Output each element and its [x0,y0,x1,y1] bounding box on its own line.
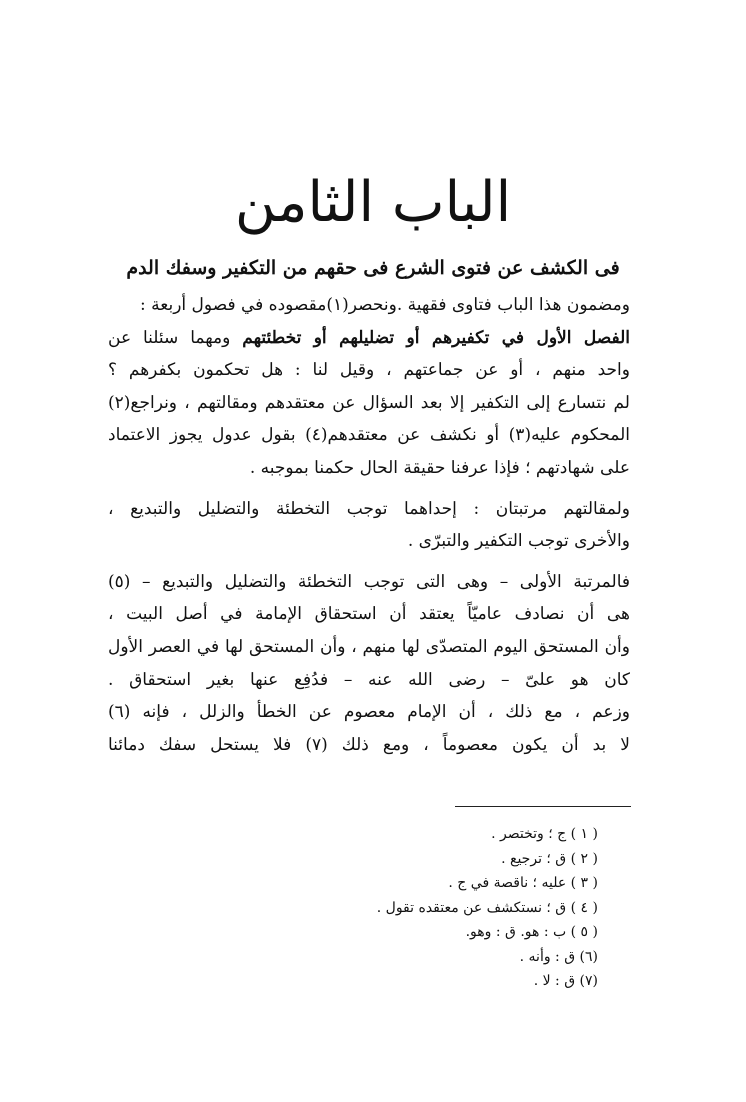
text-line: لم نتسارع إلى التكفير إلا بعد السؤال عن معتقدهم ومقالتهم ، ونراجع(٢) [108,392,630,413]
text-line: وزعم ، مع ذلك ، أن الإمام معصوم عن الخطأ والزلل ، فإنه (٦) [108,702,630,723]
footnote: ( ٣ ) عليه ؛ ناقصة في ج . [448,875,598,891]
footnote-divider [455,806,631,807]
text-line: والأخرى توجب التكفير والتبرّى . [407,531,630,552]
footnote: ( ٢ ) ق ؛ ترجيع . [501,850,598,867]
chapter-title: الباب الثامن [234,170,512,235]
text-line: ولمقالتهم مرتبتان : إحداهما توجب التخطئة والتضليل والتبديع ، [108,498,630,519]
chapter-subtitle: فى الكشف عن فتوى الشرع فى حقهم من التكفير وسفك الدم [126,257,620,279]
footnote: (٦) ق : وأنه . [519,948,598,965]
text-line: على شهادتهم ؛ فإذا عرفنا حقيقة الحال حكمنا بموجبه . [249,457,630,478]
footnote: ( ١ ) ج ؛ وتختصر . [491,826,598,842]
text-line: المحكوم عليه(٣) أو نكشف عن معتقدهم(٤) بقول عدول يجوز الاعتماد [108,425,630,446]
footnote: (٧) ق : لا . [533,973,598,989]
text-line: فالمرتبة الأولى – وهى التى توجب التخطئة والتضليل والتبديع – (٥) [108,571,630,592]
text-line: وأن المستحق اليوم المتصدّى لها منهم ، وأن المستحق لها في العصر الأول [108,636,630,657]
text-line: كان هو علىّ – رضى الله عنه – فدُفِع عنها بغير استحقاق . [108,669,630,690]
text-line: واحد منهم ، أو عن جماعتهم ، وقيل لنا : هل تحكمون بكفرهم ؟ [108,360,630,381]
text-line: ومضمون هذا الباب فتاوى فقهية .ونحصر(١)مقصوده في فصول أربعة : [140,295,630,315]
text-line: الفصل الأول في تكفيرهم أو تضليلهم أو تخطئتهم ومهما سئلنا عن [108,327,630,348]
text-line: هى أن نصادف عاميّاً يعتقد أن استحقاق الإمامة في أصل البيت ، [108,604,630,625]
footnote: ( ٥ ) ب : هو. ق : وهو. [465,924,598,940]
footnote: ( ٤ ) ق ؛ نستكشف عن معتقده تقول . [376,899,598,916]
section-heading: الفصل الأول في تكفيرهم أو تضليلهم أو تخطئتهم [242,327,630,348]
body-text [108,289,630,761]
text-line: لا بد أن يكون معصوماً ، ومع ذلك (٧) فلا يستحل سفك دمائنا [108,734,630,755]
footnotes [300,822,598,994]
